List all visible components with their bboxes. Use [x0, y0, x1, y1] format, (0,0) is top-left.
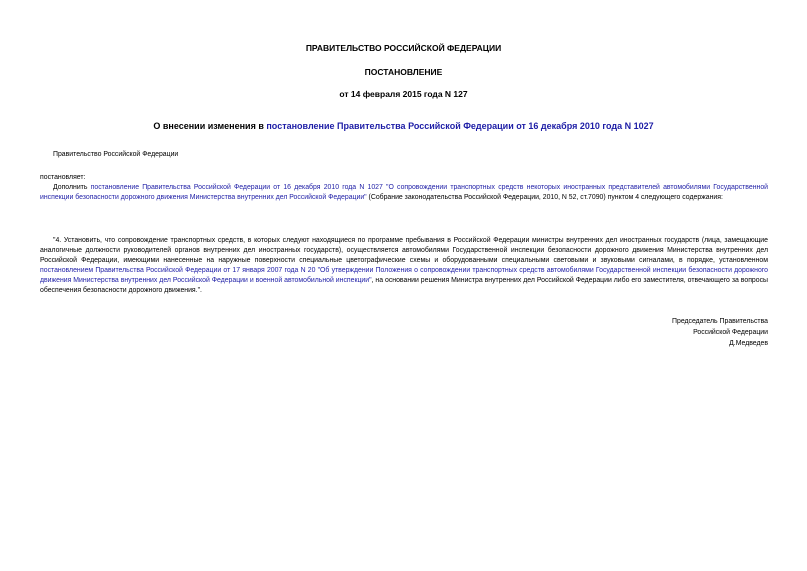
para1-tail: (Собрание законодательства Российской Федерации, 2010, N 52, ст.7090) пунктом 4 следующего содержания: — [366, 194, 723, 201]
document-title — [0, 121, 807, 131]
document-type-heading: ПОСТАНОВЛЕНИЕ — [364, 67, 443, 77]
paragraph-amendment — [40, 183, 768, 203]
paragraph-point-4 — [40, 236, 768, 296]
signature-line-2: Российской Федерации — [693, 329, 768, 336]
signature-line-3: Д.Медведев — [729, 340, 768, 347]
government-line: Правительство Российской Федерации — [53, 151, 179, 158]
government-heading: ПРАВИТЕЛЬСТВО РОССИЙСКОЙ ФЕДЕРАЦИИ — [305, 43, 502, 53]
para2-link[interactable]: постановлением Правительства Российской Федерации от 17 января 2007 года N 20 "Об утверждении Положения о сопровождении транспортных средств автомобилями Государственной инспекции безопасности дорожного движения Министерства внутренних дел Российской Федерации и военной автомобильной инспекции" — [40, 267, 768, 284]
para1-link[interactable]: постановление Правительства Российской Федерации от 16 декабря 2010 года N 1027 "О сопровождении транспортных средств некоторых иностранных представителей автомобилями Государственной инспекции безопасности дорожного движения Министерства внутренних дел Российской Федерации" — [40, 184, 768, 201]
para2-tail: , на основании решения Министра внутренних дел Российской Федерации либо его заместителя, отвечающего за вопросы обеспечения безопасности дорожного движения.". — [40, 277, 768, 294]
signature-block — [672, 316, 768, 349]
postanovlyaet-line: постановляет: — [40, 174, 86, 181]
para2-lead: "4. Установить, что сопровождение транспортных средств, в которых следуют находящиеся по программе пребывания в Российской Федерации министры внутренних дел иностранных государств (лица, замещающие аналогичные должности руководителей органов внутренних дел иностранных государств), осуществляется автомобилями Государственной инспекции безопасности дорожного движения Министерства внутренних дел Российской Федерации, имеющими нанесенные на наружные поверхности специальные цветографические схемы и оборудованными специальными световыми и звуковыми сигналами, в порядке, установленном — [40, 237, 768, 264]
title-prefix: О внесении изменения в — [153, 121, 267, 131]
title-link[interactable]: постановление Правительства Российской Федерации от 16 декабря 2010 года N 1027 — [266, 121, 654, 131]
para1-lead: Дополнить — [53, 184, 91, 191]
signature-line-1: Председатель Правительства — [672, 318, 768, 325]
date-number-heading: от 14 февраля 2015 года N 127 — [339, 89, 468, 99]
